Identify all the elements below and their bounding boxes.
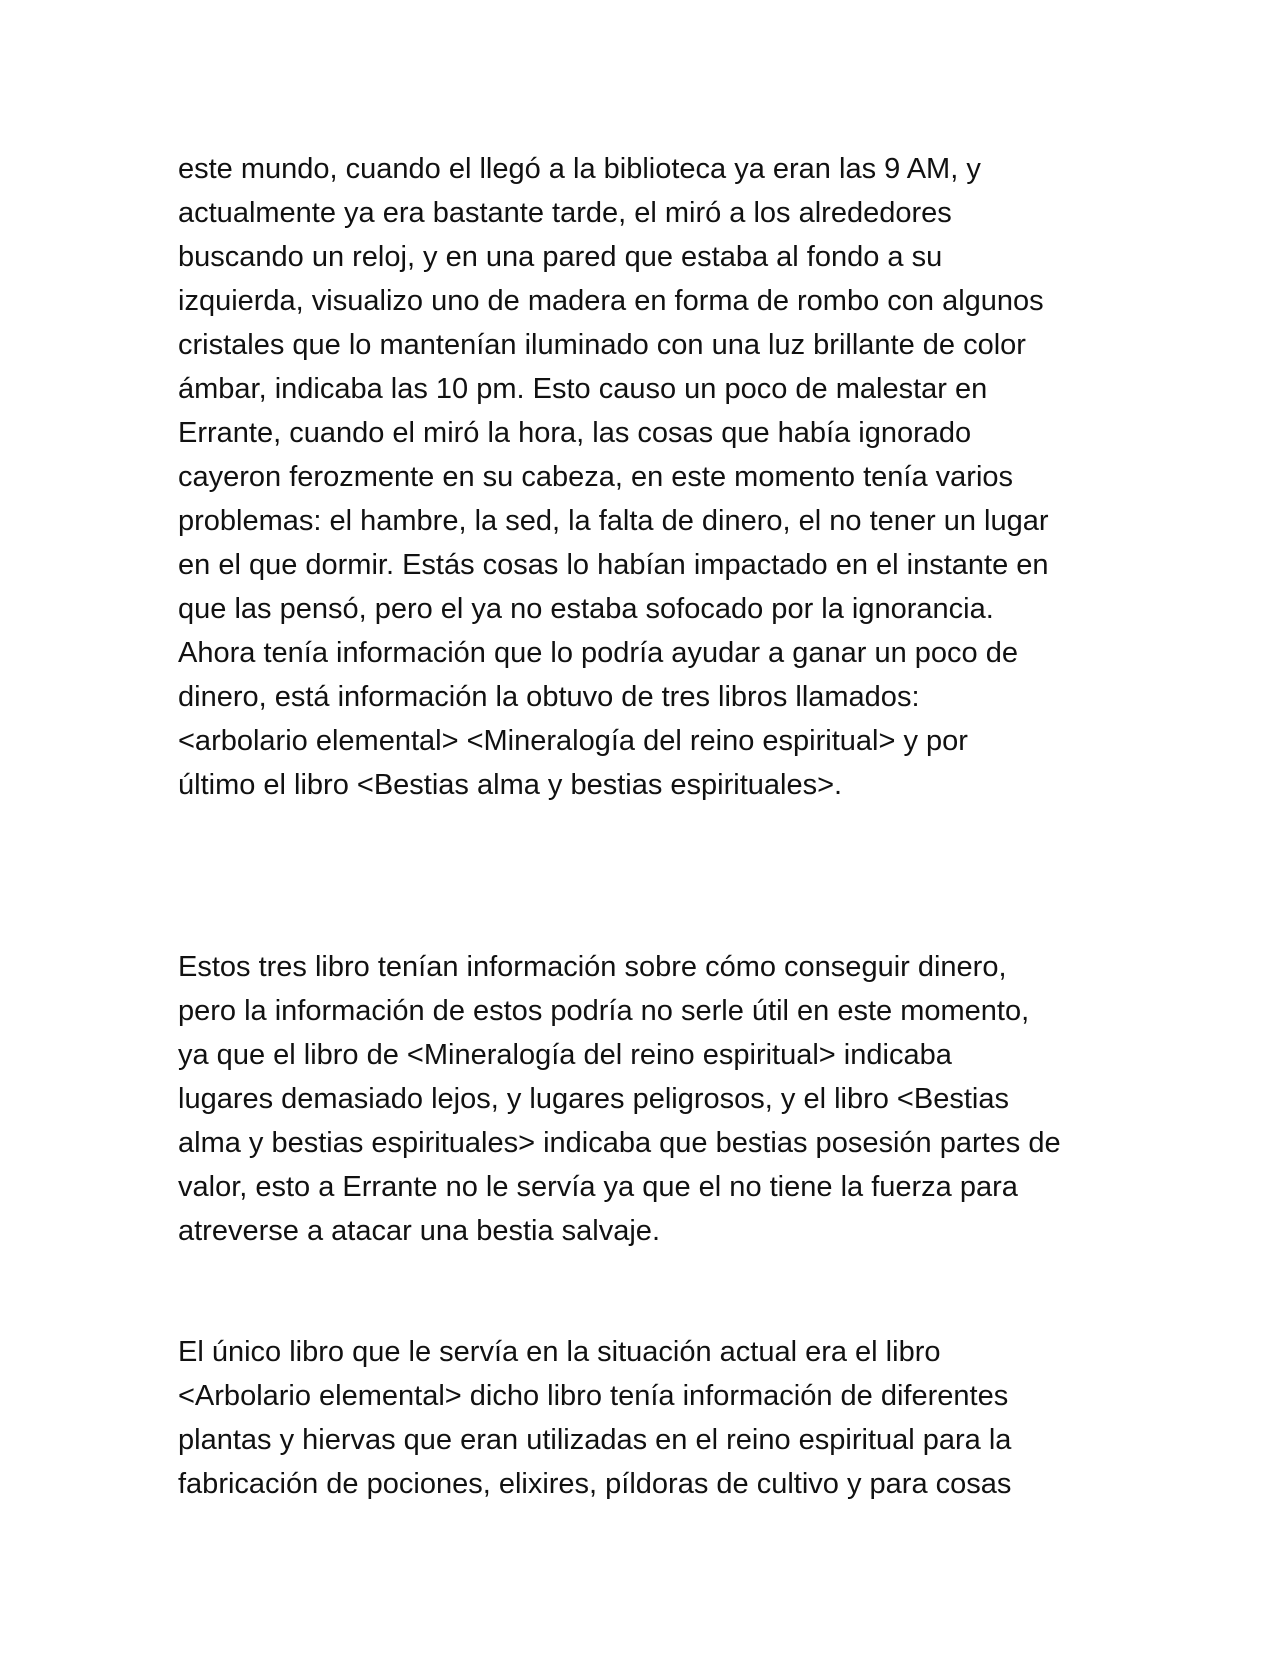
paragraph-2 [178,945,1118,1253]
text-line: Errante, cuando el miró la hora, las cosas que había ignorado [178,417,972,449]
text-line: buscando un reloj, y en una pared que estaba al fondo a su [178,241,943,273]
text-line: cayeron ferozmente en su cabeza, en este momento tenía varios [178,461,1014,493]
text-line: lugares demasiado lejos, y lugares peligrosos, y el libro <Bestias [178,1083,1009,1115]
text-line: El único libro que le servía en la situación actual era el libro [178,1336,941,1368]
text-line: pero la información de estos podría no serle útil en este momento, [178,995,1030,1027]
text-line: valor, esto a Errante no le servía ya que el no tiene la fuerza para [178,1171,1018,1203]
text-line: ya que el libro de <Mineralogía del reino espiritual> indicaba [178,1039,952,1071]
text-line: en el que dormir. Estás cosas lo habían impactado en el instante en [178,549,1049,581]
text-line: <arbolario elemental> <Mineralogía del reino espiritual> y por [178,725,968,757]
text-line: que las pensó, pero el ya no estaba sofocado por la ignorancia. [178,593,994,625]
text-line: alma y bestias espirituales> indicaba que bestias posesión partes de [178,1127,1061,1159]
text-line: este mundo, cuando el llegó a la biblioteca ya eran las 9 AM, y [178,153,981,185]
paragraph-3 [178,1330,1118,1506]
paragraph-1 [178,147,1118,807]
text-line: fabricación de pociones, elixires, píldoras de cultivo y para cosas [178,1468,1012,1500]
text-line: actualmente ya era bastante tarde, el miró a los alrededores [178,197,952,229]
text-line: cristales que lo mantenían iluminado con una luz brillante de color [178,329,1026,361]
text-line: Ahora tenía información que lo podría ayudar a ganar un poco de [178,637,1018,669]
text-line: Estos tres libro tenían información sobre cómo conseguir dinero, [178,951,1007,983]
text-line: <Arbolario elemental> dicho libro tenía información de diferentes [178,1380,1009,1412]
text-line: plantas y hiervas que eran utilizadas en el reino espiritual para la [178,1424,1012,1456]
text-line: izquierda, visualizo uno de madera en forma de rombo con algunos [178,285,1044,317]
text-line: atreverse a atacar una bestia salvaje. [178,1215,660,1247]
text-line: problemas: el hambre, la sed, la falta de dinero, el no tener un lugar [178,505,1049,537]
text-line: ámbar, indicaba las 10 pm. Esto causo un poco de malestar en [178,373,988,405]
text-line: último el libro <Bestias alma y bestias espirituales>. [178,769,843,801]
text-line: dinero, está información la obtuvo de tres libros llamados: [178,681,920,713]
